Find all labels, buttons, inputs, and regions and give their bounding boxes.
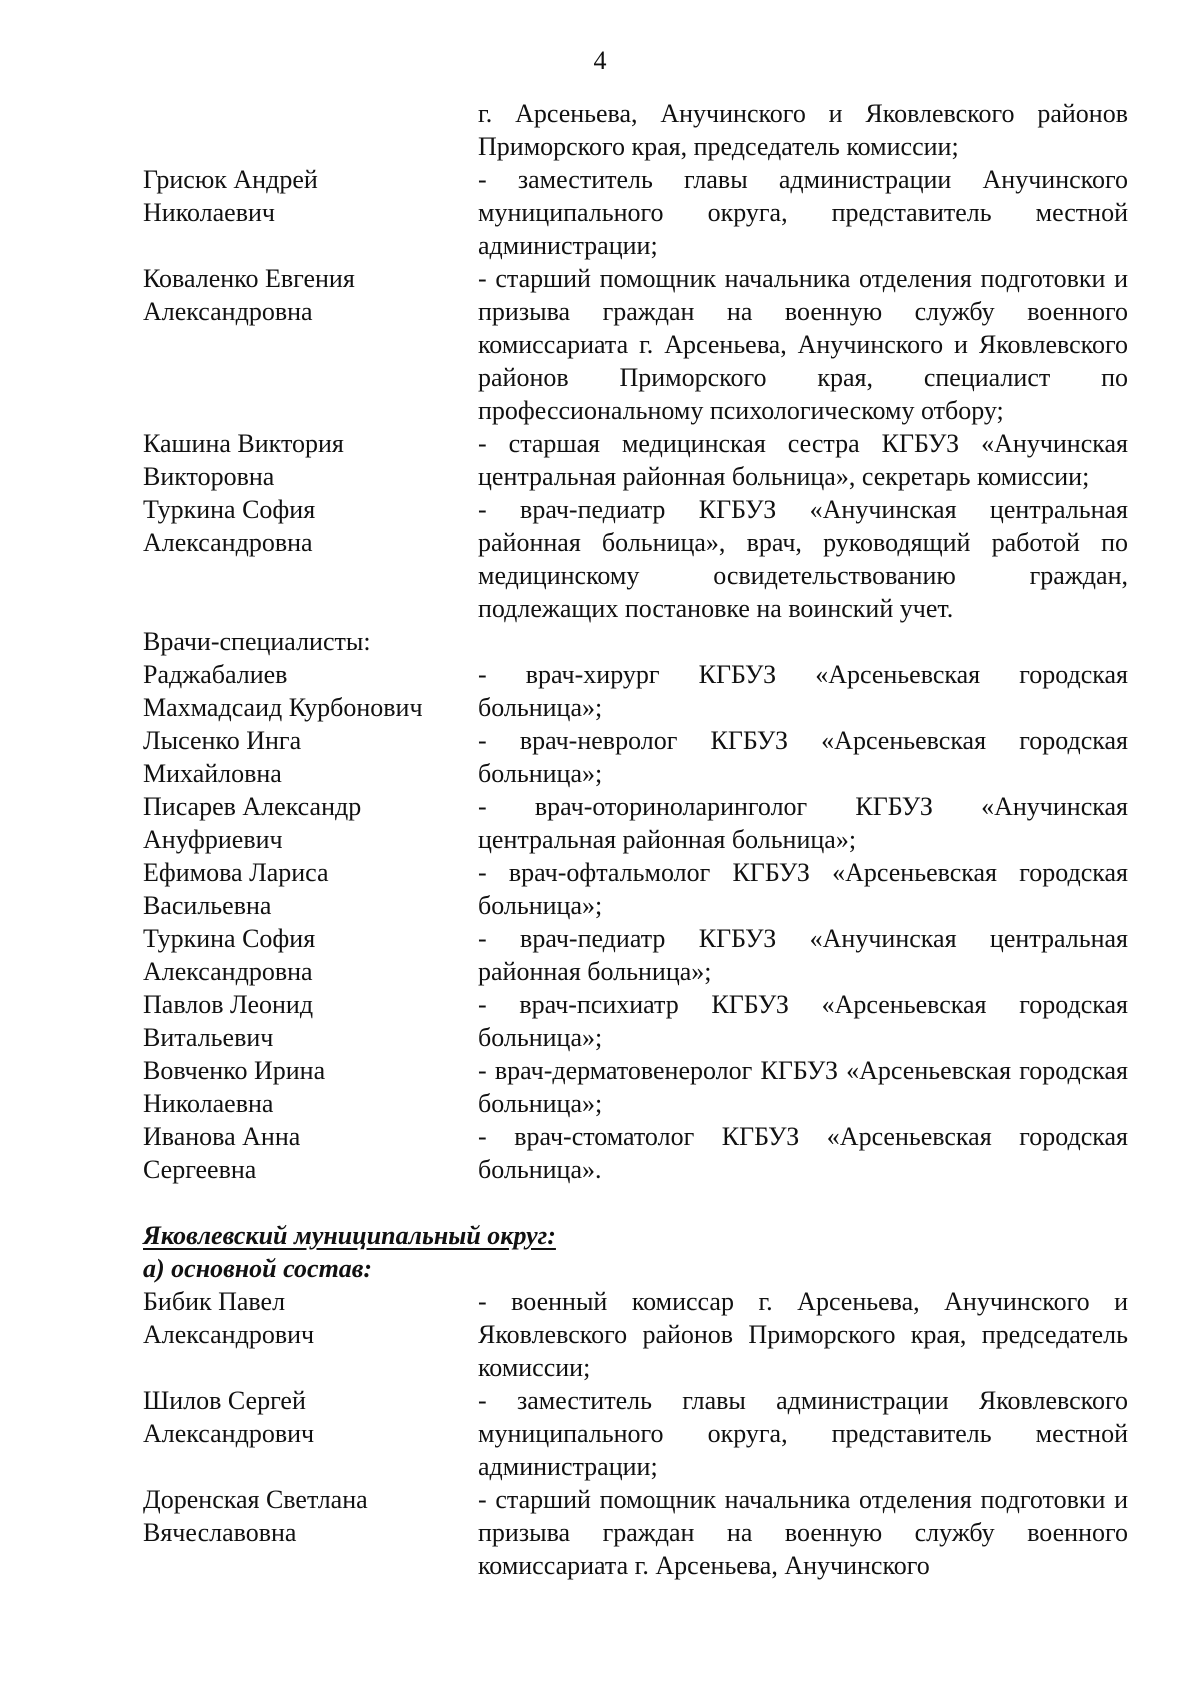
member-name-line2: Николаевич: [143, 198, 275, 227]
specialist-row: [143, 724, 1128, 790]
specialist-name-line1: Ефимова Лариса: [143, 858, 329, 887]
specialist-role: - врач-хирург КГБУЗ «Арсеньевская городская больница»;: [478, 660, 1128, 722]
member-row: [143, 262, 1128, 427]
member-role: - врач-педиатр КГБУЗ «Анучинская центральная районная больница», врач, руководящий работой по медицинскому освидетельствованию граждан, подлежащих постановке на воинский учет.: [478, 495, 1128, 623]
specialist-name-line2: Васильевна: [143, 891, 272, 920]
member-name-line2: Александрович: [143, 1419, 315, 1448]
member-name-line2: Александровна: [143, 528, 313, 557]
member-name: [143, 1483, 478, 1549]
specialist-name-line2: Витальевич: [143, 1023, 274, 1052]
member-name-line2: Викторовна: [143, 462, 275, 491]
member-row: [143, 493, 1128, 625]
member-name: [143, 427, 478, 493]
page-number: 4: [593, 46, 607, 75]
specialist-name-line2: Махмадсаид Курбонович: [143, 693, 423, 722]
member-name: [143, 163, 478, 229]
specialist-name: [143, 856, 478, 922]
specialist-name: [143, 658, 478, 724]
specialist-name-line1: Вовченко Ирина: [143, 1056, 326, 1085]
member-role: - военный комиссар г. Арсеньева, Анучинского и Яковлевского районов Приморского края, председатель комиссии;: [478, 1287, 1128, 1382]
member-row: [143, 427, 1128, 493]
member-name-line1: Кашина Виктория: [143, 429, 344, 458]
specialist-name: [143, 988, 478, 1054]
specialist-role: - врач-офтальмолог КГБУЗ «Арсеньевская городская больница»;: [478, 858, 1128, 920]
specialist-row: [143, 922, 1128, 988]
specialist-role: - врач-оториноларинголог КГБУЗ «Анучинская центральная районная больница»;: [478, 792, 1128, 854]
specialist-role: - врач-дерматовенеролог КГБУЗ «Арсеньевская городская больница»;: [478, 1056, 1128, 1118]
specialist-name-line1: Иванова Анна: [143, 1122, 301, 1151]
specialist-name-line2: Николаевна: [143, 1089, 274, 1118]
member-role: - старший помощник начальника отделения подготовки и призыва граждан на военную службу военного комиссариата г. Арсеньева, Анучинского и Яковлевского районов Приморского края, специалист по профессиональному психологическому отбору;: [478, 264, 1128, 425]
specialist-name-line1: Туркина София: [143, 924, 316, 953]
member-name-line1: Грисюк Андрей: [143, 165, 318, 194]
specialist-name-line1: Писарев Александр: [143, 792, 362, 821]
member-name-line1: Бибик Павел: [143, 1287, 286, 1316]
continuation-text: г. Арсеньева, Анучинского и Яковлевского районов Приморского края, председатель комиссии;: [478, 99, 1128, 161]
specialist-row: [143, 790, 1128, 856]
member-name-line1: Туркина София: [143, 495, 316, 524]
specialist-name-line2: Михайловна: [143, 759, 282, 788]
specialist-role: - врач-психиатр КГБУЗ «Арсеньевская городская больница»;: [478, 990, 1128, 1052]
specialist-name: [143, 922, 478, 988]
subsection-title: а) основной состав:: [143, 1254, 373, 1283]
specialist-row: [143, 988, 1128, 1054]
specialist-role: - врач-невролог КГБУЗ «Арсеньевская городская больница»;: [478, 726, 1128, 788]
specialist-row: [143, 856, 1128, 922]
member-name-line1: Коваленко Евгения: [143, 264, 355, 293]
specialist-name: [143, 790, 478, 856]
member-row: [143, 1384, 1128, 1483]
specialist-name-line1: Лысенко Инга: [143, 726, 302, 755]
specialist-role: - врач-стоматолог КГБУЗ «Арсеньевская городская больница».: [478, 1122, 1128, 1184]
member-name-line2: Александровна: [143, 297, 313, 326]
specialist-row: [143, 1120, 1128, 1186]
specialist-name: [143, 1120, 478, 1186]
specialist-name: [143, 724, 478, 790]
member-row: [143, 1285, 1128, 1384]
specialist-name-line2: Александровна: [143, 957, 313, 986]
specialist-row: [143, 658, 1128, 724]
member-name: [143, 1285, 478, 1351]
member-role: - заместитель главы администрации Анучинского муниципального округа, представитель местной администрации;: [478, 165, 1128, 260]
member-name-line2: Вячеславовна: [143, 1518, 297, 1547]
member-name-line1: Доренская Светлана: [143, 1485, 368, 1514]
member-name: [143, 1384, 478, 1450]
specialist-name-line1: Раджабалиев: [143, 660, 288, 689]
specialists-label: Врачи-специалисты:: [143, 627, 371, 656]
member-row: [143, 163, 1128, 262]
member-role: - старший помощник начальника отделения подготовки и призыва граждан на военную службу военного комиссариата г. Арсеньева, Анучинского: [478, 1485, 1128, 1580]
member-role: - заместитель главы администрации Яковлевского муниципального округа, представитель местной администрации;: [478, 1386, 1128, 1481]
member-name: [143, 493, 478, 559]
specialist-name-line2: Сергеевна: [143, 1155, 257, 1184]
specialist-name-line1: Павлов Леонид: [143, 990, 314, 1019]
member-name: [143, 262, 478, 328]
member-row: [143, 1483, 1128, 1582]
specialist-role: - врач-педиатр КГБУЗ «Анучинская центральная районная больница»;: [478, 924, 1128, 986]
specialist-name: [143, 1054, 478, 1120]
member-name-line1: Шилов Сергей: [143, 1386, 306, 1415]
member-role: - старшая медицинская сестра КГБУЗ «Анучинская центральная районная больница», секретарь комиссии;: [478, 429, 1128, 491]
specialist-name-line2: Ануфриевич: [143, 825, 283, 854]
specialist-row: [143, 1054, 1128, 1120]
document-body: [143, 97, 1128, 1582]
member-name-line2: Александрович: [143, 1320, 315, 1349]
section-title: Яковлевский муниципальный округ:: [143, 1221, 556, 1250]
